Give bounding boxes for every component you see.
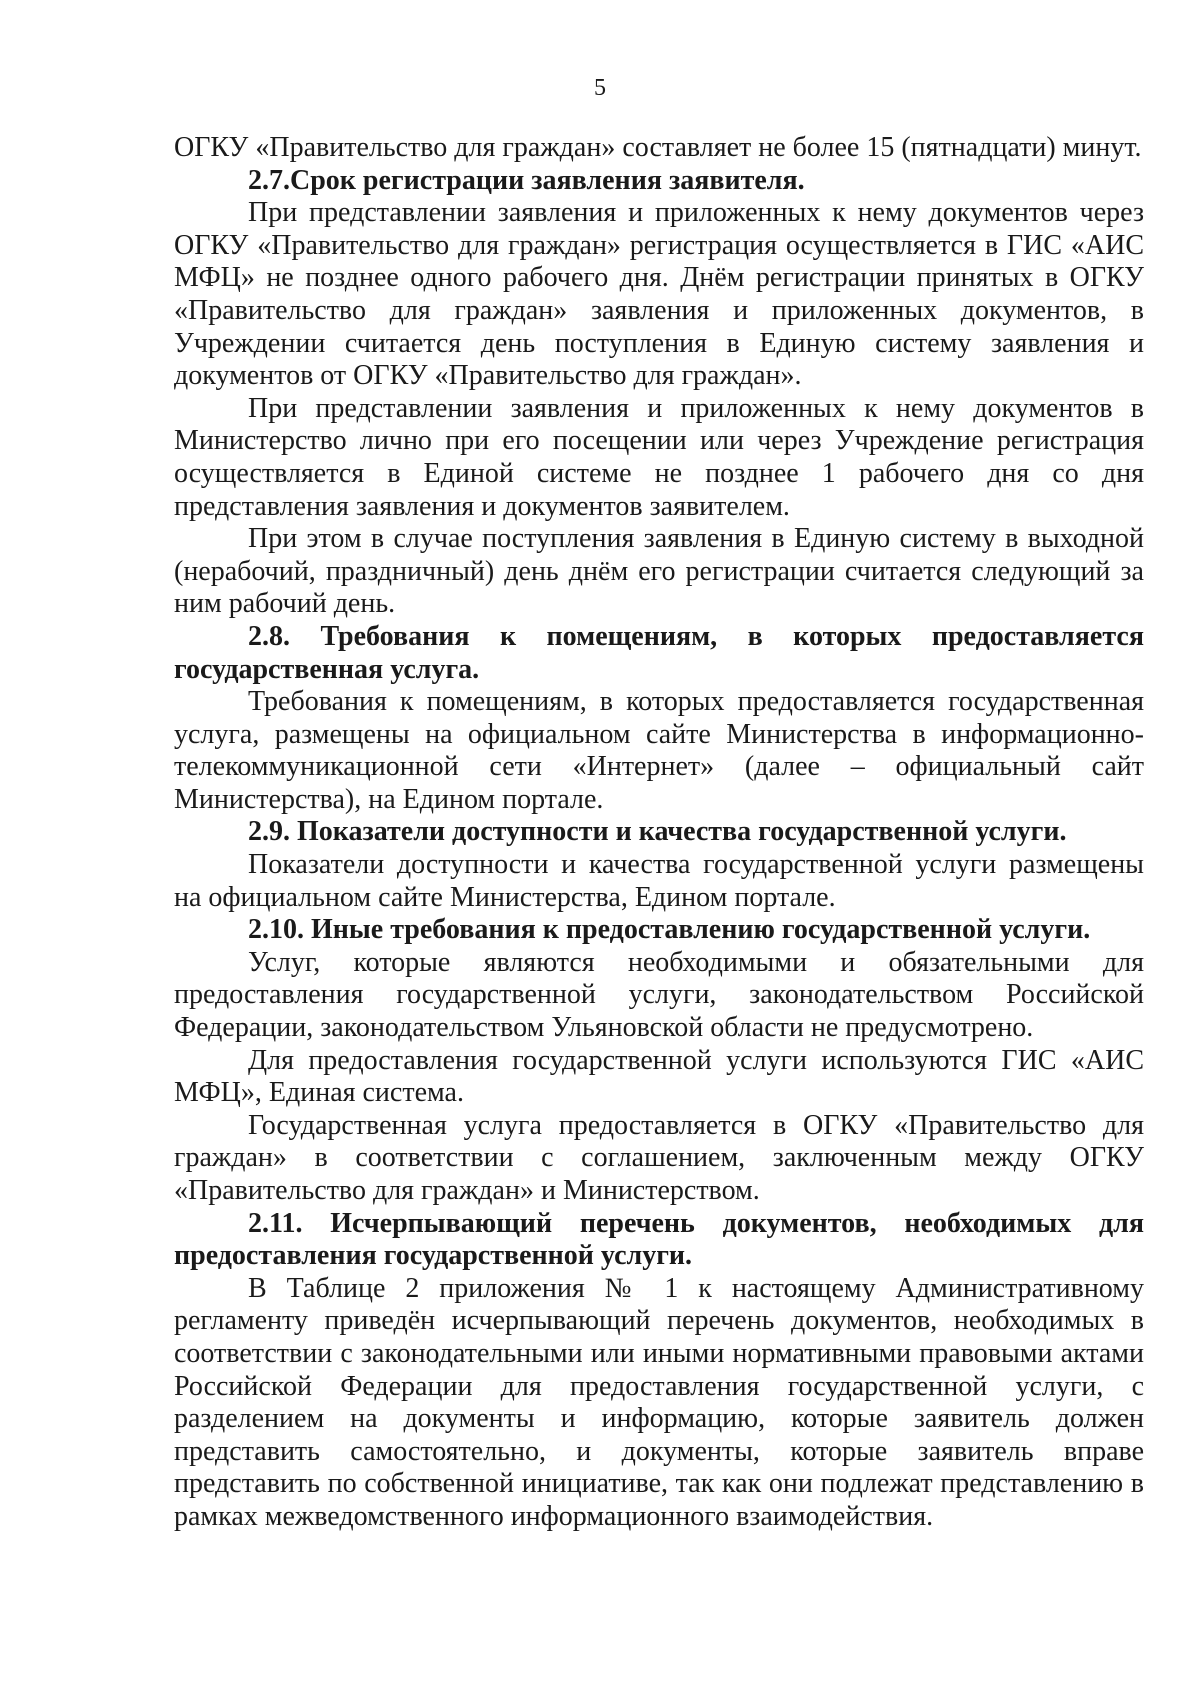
paragraph: Показатели доступности и качества государственной услуги размещены на официальном сайте Министерства, Едином портале.: [174, 849, 1144, 913]
section-heading: 2.10. Иные требования к предоставлению государственной услуги.: [248, 914, 1091, 946]
paragraph: Требования к помещениям, в которых предоставляется государственная услуга, размещены на официальном сайте Министерства в информационно-телекоммуникационной сети «Интернет» (далее – официальный сайт Министерства), на Едином портале.: [174, 686, 1144, 815]
paragraph: При представлении заявления и приложенных к нему документов в Министерство лично при его посещении или через Учреждение регистрация осуществляется в Единой системе не позднее 1 рабочего дня со дня представления заявления и документов заявителем.: [174, 392, 1144, 522]
section-heading: 2.8. Требования к помещениям, в которых предоставляется государственная услуга.: [174, 620, 1144, 685]
page-number: 5: [594, 75, 606, 101]
document-body: [174, 132, 1144, 1534]
paragraph: Для предоставления государственной услуги используются ГИС «АИС МФЦ», Единая система.: [174, 1044, 1144, 1109]
section-heading: 2.9. Показатели доступности и качества государственной услуги.: [248, 816, 1067, 848]
paragraph: ОГКУ «Правительство для граждан» составляет не более 15 (пятнадцати) минут.: [174, 132, 1142, 163]
paragraph: При этом в случае поступления заявления в Единую систему в выходной (нерабочий, праздничный) день днём его регистрации считается следующий за ним рабочий день.: [174, 523, 1144, 620]
section-heading: 2.11. Исчерпывающий перечень документов, необходимых для предоставления государственной услуги.: [174, 1207, 1144, 1272]
paragraph: Услуг, которые являются необходимыми и обязательными для предоставления государственной услуги, законодательством Российской Федерации, законодательством Ульяновской области не предусмотрено.: [174, 946, 1144, 1044]
paragraph: Государственная услуга предоставляется в ОГКУ «Правительство для граждан» в соответствии с соглашением, заключенным между ОГКУ «Правительство для граждан» и Министерством.: [174, 1109, 1144, 1206]
paragraph: В Таблице 2 приложения № 1 к настоящему Административному регламенту приведён исчерпывающий перечень документов, необходимых в соответствии с законодательными или иными нормативными правовыми актами Российской Федерации для предоставления государственной услуги, с разделением на документы и информацию, которые заявитель должен представить самостоятельно, и документы, которые заявитель вправе представить по собственной инициативе, так как они подлежат представлению в рамках межведомственного информационного взаимодействия.: [174, 1272, 1144, 1532]
paragraph: При представлении заявления и приложенных к нему документов через ОГКУ «Правительство для граждан» регистрация осуществляется в ГИС «АИС МФЦ» не позднее одного рабочего дня. Днём регистрации принятых в ОГКУ «Правительство для граждан» заявления и приложенных документов, в Учреждении считается день поступления в Единую систему заявления и документов от ОГКУ «Правительство для граждан».: [174, 197, 1144, 392]
section-heading: 2.7.Срок регистрации заявления заявителя.: [248, 164, 805, 196]
